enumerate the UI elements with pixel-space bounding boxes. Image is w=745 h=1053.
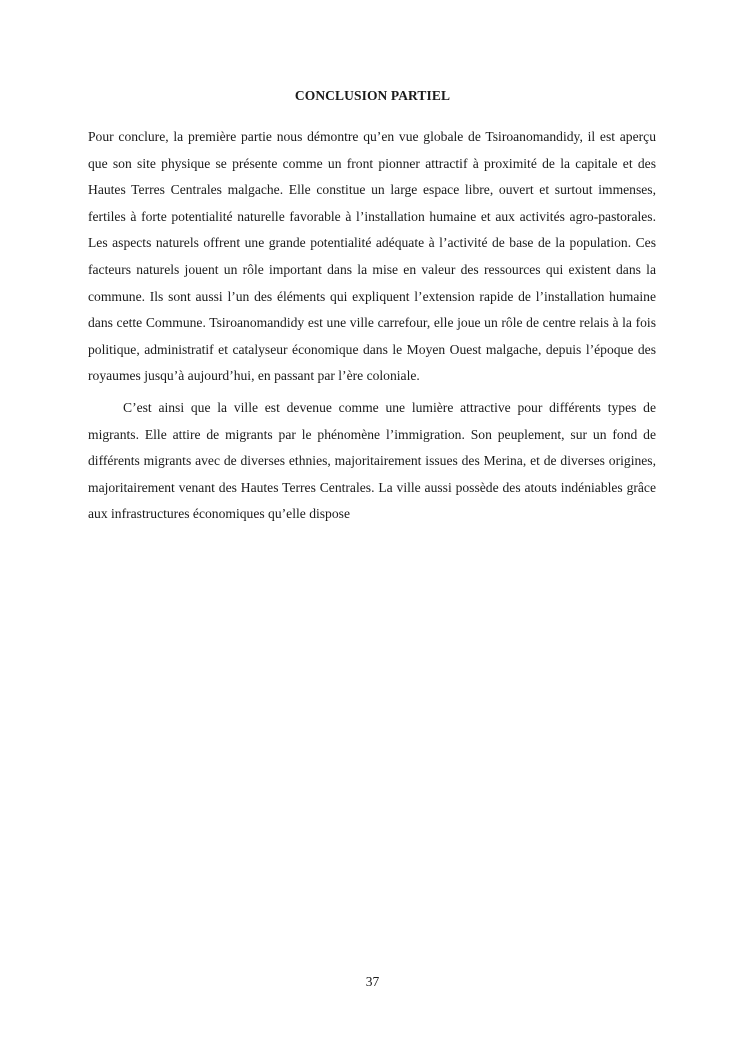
paragraph-2: C’est ainsi que la ville est devenue comme une lumière attractive pour différents types de migrants. Elle attire de migrants par le phénomène l’immigration. Son peuplement, sur un fond de différents migrants avec de diverses ethnies, majoritairement issues des Merina, et de diverses origines, majoritairement venant des Hautes Terres Centrales. La ville aussi possède des atouts indéniables grâce aux infrastructures économiques qu’elle dispose <box>88 399 656 522</box>
body-text <box>88 124 656 528</box>
page-number: 37 <box>365 974 380 989</box>
paragraph-1: Pour conclure, la première partie nous démontre qu’en vue globale de Tsiroanomandidy, il est aperçu que son site physique se présente comme un front pionner attractif à proximité de la capitale et des Hautes Terres Centrales malgache. Elle constitue un large espace libre, ouvert et surtout immenses, fertiles à forte potentialité naturelle favorable à l’installation humaine et aux activités agro-pastorales. Les aspects naturels offrent une grande potentialité adéquate à l’activité de base de la population. Ces facteurs naturels jouent un rôle important dans la mise en valeur des ressources qui existent dans la commune. Ils sont aussi l’un des éléments qui expliquent l’extension rapide de l’installation humaine dans cette Commune. Tsiroanomandidy est une ville carrefour, elle joue un rôle de centre relais à la fois politique, administratif et catalyseur économique dans le Moyen Ouest malgache, depuis l’époque des royaumes jusqu’à aujourd’hui, en passant par l’ère coloniale. <box>88 129 656 384</box>
section-title: CONCLUSION PARTIEL <box>294 88 451 103</box>
